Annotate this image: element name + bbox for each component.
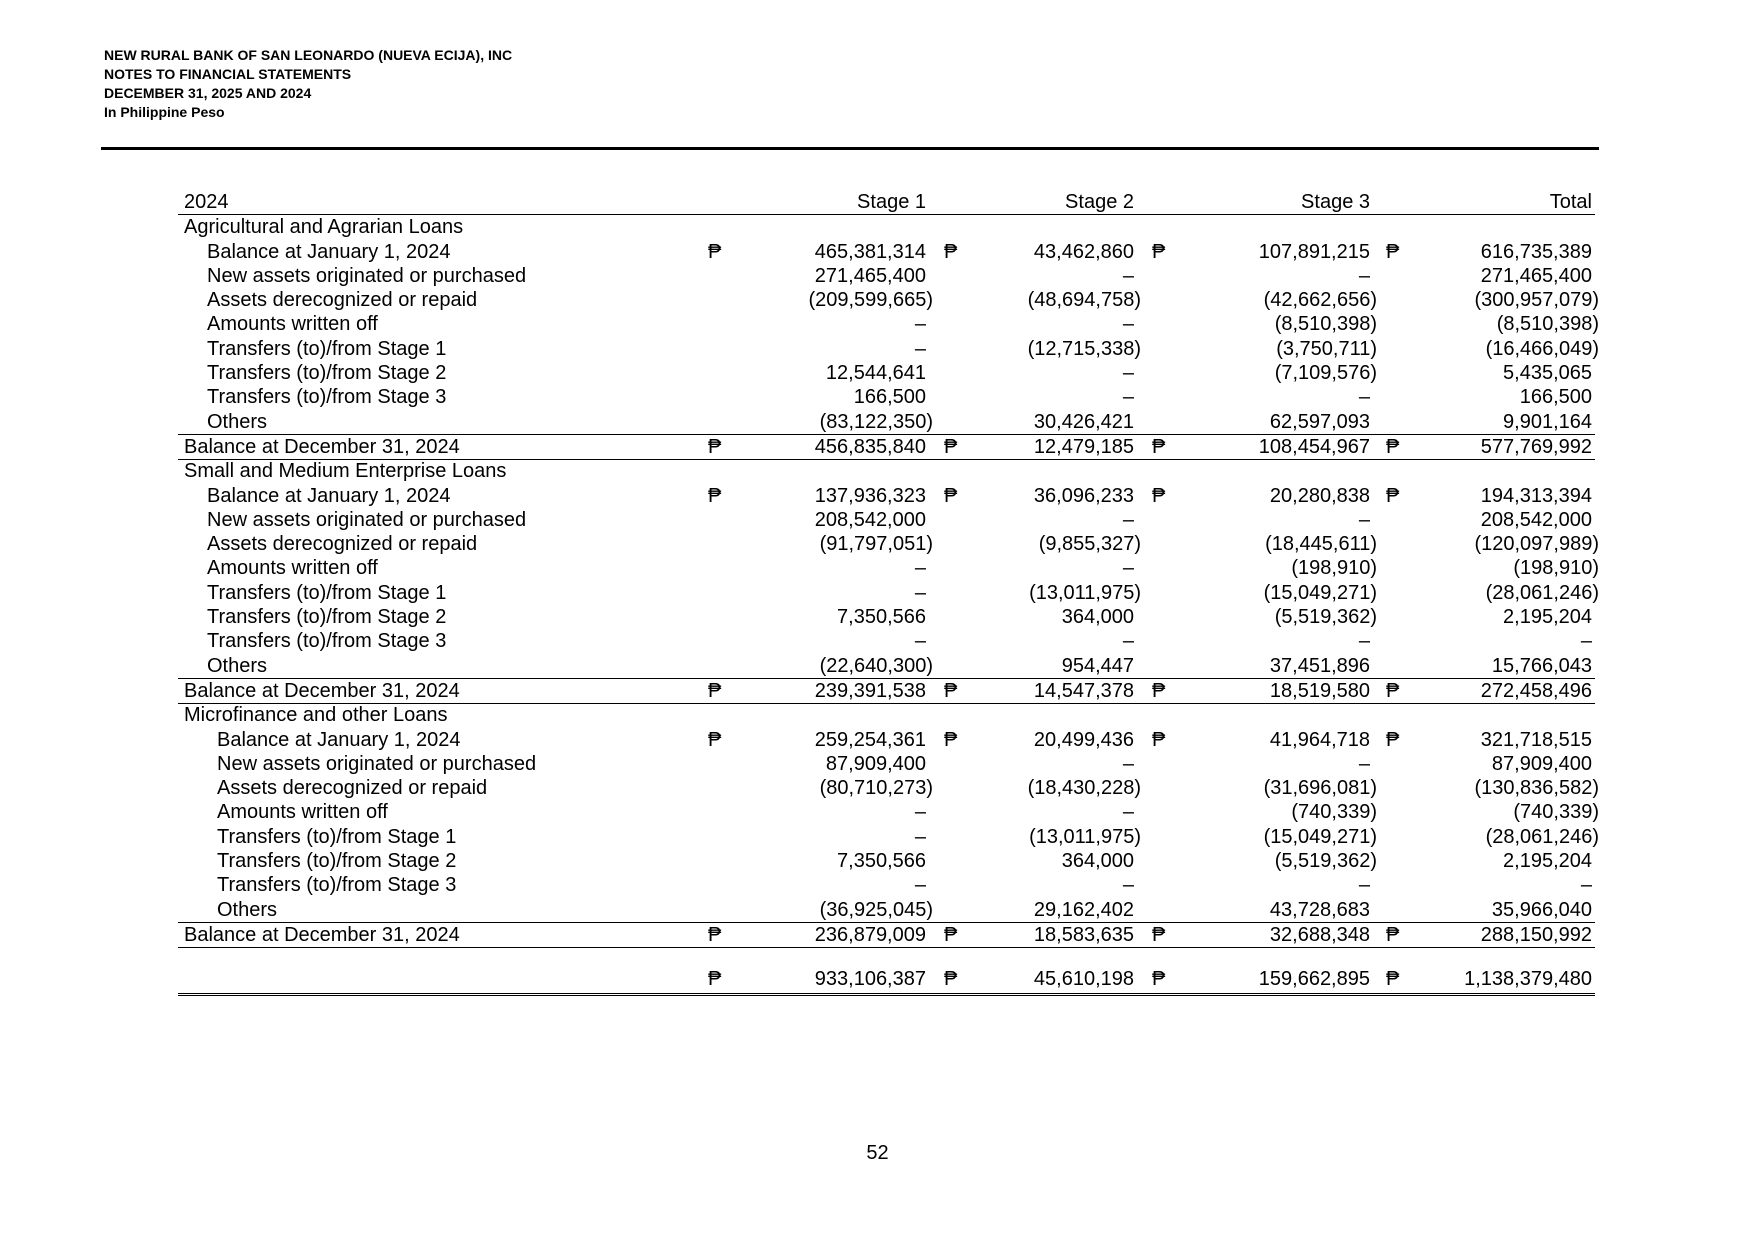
report-title: NOTES TO FINANCIAL STATEMENTS bbox=[104, 66, 352, 82]
cell-stage-3: (18,445,611) bbox=[1265, 533, 1377, 556]
cell-stage-3: 62,597,093 bbox=[1269, 410, 1370, 433]
cell-stage-2: – bbox=[1122, 557, 1134, 580]
bank-name: NEW RURAL BANK OF SAN LEONARDO (NUEVA ECIJA), INC bbox=[104, 47, 513, 63]
cell-stage-3: – bbox=[1358, 508, 1370, 531]
cell-stage-2: 43,462,860 bbox=[1033, 240, 1134, 263]
cell-total: (130,836,582) bbox=[1474, 777, 1599, 800]
cell-total: (300,957,079) bbox=[1474, 289, 1599, 312]
cell-stage-3: (15,049,271) bbox=[1263, 581, 1377, 604]
cell-stage-1: 7,350,566 bbox=[837, 606, 926, 629]
grand-total-row bbox=[178, 967, 1595, 995]
cell-stage-1: 12,544,641 bbox=[825, 362, 926, 385]
cell-stage-1: – bbox=[914, 801, 926, 824]
cell-stage-1: 933,106,387 bbox=[814, 968, 926, 991]
cell-stage-3: (3,750,711) bbox=[1276, 337, 1377, 360]
table-row bbox=[178, 508, 1595, 532]
cell-total: – bbox=[1580, 630, 1592, 653]
cell-total: 2,195,204 bbox=[1503, 850, 1592, 873]
cell-stage-3: (8,510,398) bbox=[1274, 313, 1377, 336]
cell-stage-2: 30,426,421 bbox=[1033, 410, 1134, 433]
cell-stage-1: 208,542,000 bbox=[814, 508, 926, 531]
cell-stage-1: 465,381,314 bbox=[814, 240, 926, 263]
cell-total: – bbox=[1580, 874, 1592, 897]
cell-stage-2: 12,479,185 bbox=[1033, 435, 1134, 458]
cell-stage-3: 18,519,580 bbox=[1269, 679, 1370, 702]
row-label: New assets originated or purchased bbox=[207, 264, 527, 287]
currency-symbol: ₱ bbox=[1152, 728, 1166, 751]
currency-symbol: ₱ bbox=[1152, 240, 1166, 263]
cell-total: 577,769,992 bbox=[1480, 435, 1592, 458]
currency-symbol: ₱ bbox=[708, 240, 722, 263]
cell-stage-1: 236,879,009 bbox=[814, 923, 926, 946]
currency-symbol: ₱ bbox=[708, 679, 722, 702]
cell-stage-2: (13,011,975) bbox=[1029, 825, 1141, 848]
cell-stage-2: – bbox=[1122, 752, 1134, 775]
cell-total: 166,500 bbox=[1519, 386, 1592, 409]
table-row bbox=[178, 361, 1595, 385]
cell-total: (120,097,989) bbox=[1474, 533, 1599, 556]
row-label: Transfers (to)/from Stage 1 bbox=[207, 581, 447, 604]
cell-stage-3: (42,662,656) bbox=[1263, 289, 1377, 312]
row-label: Transfers (to)/from Stage 1 bbox=[207, 337, 447, 360]
currency-symbol: ₱ bbox=[1152, 923, 1166, 946]
cell-stage-3: 20,280,838 bbox=[1269, 484, 1370, 507]
cell-stage-2: – bbox=[1122, 362, 1134, 385]
table-row bbox=[178, 532, 1599, 556]
row-label: Balance at December 31, 2024 bbox=[184, 923, 460, 946]
row-label: Balance at January 1, 2024 bbox=[207, 484, 451, 507]
cell-total: 321,718,515 bbox=[1480, 728, 1592, 751]
cell-stage-2: – bbox=[1122, 508, 1134, 531]
row-label: Others bbox=[217, 898, 278, 921]
table-row bbox=[178, 898, 1595, 922]
cell-stage-2: – bbox=[1122, 874, 1134, 897]
cell-stage-3: – bbox=[1358, 874, 1370, 897]
table-body bbox=[178, 215, 1599, 995]
currency-symbol: ₱ bbox=[1386, 923, 1400, 946]
cell-total: 2,195,204 bbox=[1503, 606, 1592, 629]
cell-stage-2: – bbox=[1122, 801, 1134, 824]
table-row bbox=[178, 825, 1599, 849]
cell-stage-3: – bbox=[1358, 264, 1370, 287]
row-label: New assets originated or purchased bbox=[207, 508, 527, 531]
report-period: DECEMBER 31, 2025 AND 2024 bbox=[104, 85, 312, 101]
table-header-row bbox=[178, 190, 1595, 215]
cell-stage-2: 364,000 bbox=[1061, 850, 1134, 873]
cell-stage-3: 41,964,718 bbox=[1269, 728, 1370, 751]
cell-stage-1: (36,925,045) bbox=[819, 898, 933, 921]
currency-symbol: ₱ bbox=[708, 435, 722, 458]
cell-stage-1: 271,465,400 bbox=[814, 264, 926, 287]
table-row bbox=[178, 752, 1595, 776]
cell-stage-2: 45,610,198 bbox=[1033, 968, 1134, 991]
cell-stage-2: 29,162,402 bbox=[1033, 898, 1134, 921]
table-spacer bbox=[178, 947, 1595, 967]
cell-stage-3: (5,519,362) bbox=[1274, 850, 1377, 873]
cell-stage-1: 456,835,840 bbox=[814, 435, 926, 458]
cell-stage-2: 14,547,378 bbox=[1033, 679, 1134, 702]
row-label: Balance at January 1, 2024 bbox=[217, 728, 461, 751]
currency-symbol: ₱ bbox=[944, 679, 958, 702]
cell-stage-1: 166,500 bbox=[853, 386, 926, 409]
row-label: New assets originated or purchased bbox=[217, 752, 537, 775]
cell-stage-1: (209,599,665) bbox=[808, 289, 933, 312]
cell-stage-1: – bbox=[914, 557, 926, 580]
cell-stage-1: 137,936,323 bbox=[814, 484, 926, 507]
cell-total: 288,150,992 bbox=[1480, 923, 1592, 946]
cell-stage-3: (7,109,576) bbox=[1274, 362, 1377, 385]
cell-stage-1: 259,254,361 bbox=[814, 728, 926, 751]
table-row bbox=[178, 288, 1599, 312]
currency-symbol: ₱ bbox=[1386, 728, 1400, 751]
currency-symbol: ₱ bbox=[944, 484, 958, 507]
cell-stage-1: – bbox=[914, 581, 926, 604]
row-label: Amounts written off bbox=[217, 801, 388, 824]
table-row bbox=[178, 605, 1595, 629]
cell-stage-3: (31,696,081) bbox=[1263, 777, 1377, 800]
currency-symbol: ₱ bbox=[1386, 484, 1400, 507]
currency-symbol: ₱ bbox=[1152, 679, 1166, 702]
row-label: Transfers (to)/from Stage 1 bbox=[217, 825, 457, 848]
row-label: Assets derecognized or repaid bbox=[207, 289, 478, 312]
cell-stage-3: 108,454,967 bbox=[1258, 435, 1370, 458]
row-label: Amounts written off bbox=[207, 313, 378, 336]
currency-symbol: ₱ bbox=[944, 240, 958, 263]
row-label: Amounts written off bbox=[207, 557, 378, 580]
cell-total: (8,510,398) bbox=[1496, 313, 1599, 336]
cell-stage-3: – bbox=[1358, 630, 1370, 653]
table-row bbox=[178, 264, 1595, 288]
subtotal-row bbox=[178, 922, 1595, 948]
row-label: Assets derecognized or repaid bbox=[217, 777, 488, 800]
cell-total: 87,909,400 bbox=[1491, 752, 1592, 775]
table-row bbox=[178, 385, 1595, 409]
subtotal-row bbox=[178, 678, 1595, 704]
table-row bbox=[178, 873, 1595, 897]
currency-symbol: ₱ bbox=[1386, 679, 1400, 702]
cell-stage-3: (5,519,362) bbox=[1274, 606, 1377, 629]
table-row bbox=[178, 556, 1599, 580]
cell-total: (28,061,246) bbox=[1485, 825, 1599, 848]
cell-stage-1: – bbox=[914, 874, 926, 897]
cell-stage-1: 7,350,566 bbox=[837, 850, 926, 873]
row-label: Transfers (to)/from Stage 2 bbox=[207, 606, 447, 629]
report-currency: In Philippine Peso bbox=[104, 104, 225, 120]
row-label: Transfers (to)/from Stage 2 bbox=[207, 362, 447, 385]
cell-stage-2: 20,499,436 bbox=[1033, 728, 1134, 751]
table-row bbox=[178, 629, 1595, 653]
currency-symbol: ₱ bbox=[1386, 435, 1400, 458]
cell-total: (740,339) bbox=[1513, 801, 1599, 824]
cell-stage-3: (740,339) bbox=[1291, 801, 1377, 824]
currency-symbol: ₱ bbox=[944, 435, 958, 458]
cell-total: 272,458,496 bbox=[1480, 679, 1592, 702]
cell-stage-2: – bbox=[1122, 386, 1134, 409]
cell-total: 194,313,394 bbox=[1480, 484, 1592, 507]
currency-symbol: ₱ bbox=[708, 968, 722, 991]
cell-stage-2: (48,694,758) bbox=[1027, 289, 1141, 312]
report-header bbox=[104, 46, 512, 122]
currency-symbol: ₱ bbox=[944, 728, 958, 751]
row-label: Transfers (to)/from Stage 3 bbox=[207, 630, 447, 653]
cell-stage-1: (22,640,300) bbox=[819, 654, 933, 677]
row-label: Balance at January 1, 2024 bbox=[207, 240, 451, 263]
cell-stage-3: (198,910) bbox=[1291, 557, 1377, 580]
table-row bbox=[178, 800, 1599, 824]
currency-symbol: ₱ bbox=[708, 728, 722, 751]
row-label: Transfers (to)/from Stage 3 bbox=[217, 874, 457, 897]
cell-stage-2: (9,855,327) bbox=[1038, 533, 1141, 556]
cell-total: 15,766,043 bbox=[1491, 654, 1592, 677]
column-header-stage-1: Stage 1 bbox=[857, 191, 926, 213]
cell-stage-2: – bbox=[1122, 313, 1134, 336]
currency-symbol: ₱ bbox=[1152, 968, 1166, 991]
cell-stage-3: 32,688,348 bbox=[1269, 923, 1370, 946]
currency-symbol: ₱ bbox=[1386, 968, 1400, 991]
row-label: Others bbox=[207, 654, 268, 677]
row-label: Small and Medium Enterprise Loans bbox=[184, 460, 507, 483]
subtotal-row bbox=[178, 434, 1595, 460]
section-heading-row bbox=[178, 459, 1595, 483]
page-number: 52 bbox=[866, 1142, 889, 1164]
cell-stage-3: – bbox=[1358, 386, 1370, 409]
cell-stage-3: (15,049,271) bbox=[1263, 825, 1377, 848]
table-row bbox=[178, 776, 1599, 800]
cell-stage-2: – bbox=[1122, 264, 1134, 287]
currency-symbol: ₱ bbox=[944, 968, 958, 991]
table-row bbox=[178, 484, 1595, 508]
cell-total: 208,542,000 bbox=[1480, 508, 1592, 531]
cell-stage-3: 37,451,896 bbox=[1269, 654, 1370, 677]
row-label: Others bbox=[207, 410, 268, 433]
cell-stage-1: (80,710,273) bbox=[819, 777, 933, 800]
currency-symbol: ₱ bbox=[708, 923, 722, 946]
cell-total: 1,138,379,480 bbox=[1464, 968, 1592, 991]
row-label: Agricultural and Agrarian Loans bbox=[184, 216, 464, 239]
cell-total: 5,435,065 bbox=[1503, 362, 1592, 385]
table-row bbox=[178, 728, 1595, 752]
cell-stage-3: 107,891,215 bbox=[1258, 240, 1370, 263]
cell-total: 271,465,400 bbox=[1480, 264, 1592, 287]
table-row bbox=[178, 410, 1595, 434]
table-year-label: 2024 bbox=[184, 191, 229, 213]
table-row bbox=[178, 240, 1595, 264]
cell-stage-1: 239,391,538 bbox=[814, 679, 926, 702]
currency-symbol: ₱ bbox=[1152, 435, 1166, 458]
row-label: Microfinance and other Loans bbox=[184, 704, 448, 727]
row-label: Transfers (to)/from Stage 2 bbox=[217, 850, 457, 873]
cell-stage-2: (13,011,975) bbox=[1029, 581, 1141, 604]
currency-symbol: ₱ bbox=[944, 923, 958, 946]
header-divider bbox=[101, 147, 1599, 150]
cell-total: 9,901,164 bbox=[1503, 410, 1592, 433]
cell-stage-3: 159,662,895 bbox=[1258, 968, 1370, 991]
table-row bbox=[178, 581, 1599, 605]
cell-stage-1: – bbox=[914, 630, 926, 653]
cell-total: 616,735,389 bbox=[1480, 240, 1592, 263]
cell-total: (198,910) bbox=[1513, 557, 1599, 580]
table-row bbox=[178, 337, 1599, 361]
row-label: Balance at December 31, 2024 bbox=[184, 679, 460, 702]
cell-total: (28,061,246) bbox=[1485, 581, 1599, 604]
table-row bbox=[178, 654, 1595, 678]
section-heading-row bbox=[178, 215, 1595, 239]
cell-stage-2: (18,430,228) bbox=[1027, 777, 1141, 800]
cell-stage-1: – bbox=[914, 337, 926, 360]
cell-stage-2: 954,447 bbox=[1061, 654, 1134, 677]
cell-stage-1: (83,122,350) bbox=[819, 410, 933, 433]
cell-stage-2: (12,715,338) bbox=[1027, 337, 1141, 360]
cell-stage-1: – bbox=[914, 825, 926, 848]
cell-stage-1: (91,797,051) bbox=[819, 533, 933, 556]
cell-stage-2: – bbox=[1122, 630, 1134, 653]
cell-stage-1: – bbox=[914, 313, 926, 336]
loan-stage-table bbox=[178, 190, 1599, 996]
cell-stage-2: 364,000 bbox=[1061, 606, 1134, 629]
table-row bbox=[178, 849, 1595, 873]
cell-total: (16,466,049) bbox=[1485, 337, 1599, 360]
cell-total: 35,966,040 bbox=[1491, 898, 1592, 921]
section-heading-row bbox=[178, 703, 1595, 727]
column-header-stage-2: Stage 2 bbox=[1065, 191, 1134, 213]
cell-stage-3: 43,728,683 bbox=[1269, 898, 1370, 921]
currency-symbol: ₱ bbox=[708, 484, 722, 507]
row-label: Transfers (to)/from Stage 3 bbox=[207, 386, 447, 409]
cell-stage-3: – bbox=[1358, 752, 1370, 775]
currency-symbol: ₱ bbox=[1386, 240, 1400, 263]
cell-stage-2: 36,096,233 bbox=[1033, 484, 1134, 507]
row-label: Balance at December 31, 2024 bbox=[184, 435, 460, 458]
row-label: Assets derecognized or repaid bbox=[207, 533, 478, 556]
currency-symbol: ₱ bbox=[1152, 484, 1166, 507]
table-row bbox=[178, 312, 1599, 336]
cell-stage-2: 18,583,635 bbox=[1033, 923, 1134, 946]
column-header-stage-3: Stage 3 bbox=[1301, 191, 1370, 213]
cell-stage-1: 87,909,400 bbox=[825, 752, 926, 775]
column-header-total: Total bbox=[1549, 191, 1592, 213]
